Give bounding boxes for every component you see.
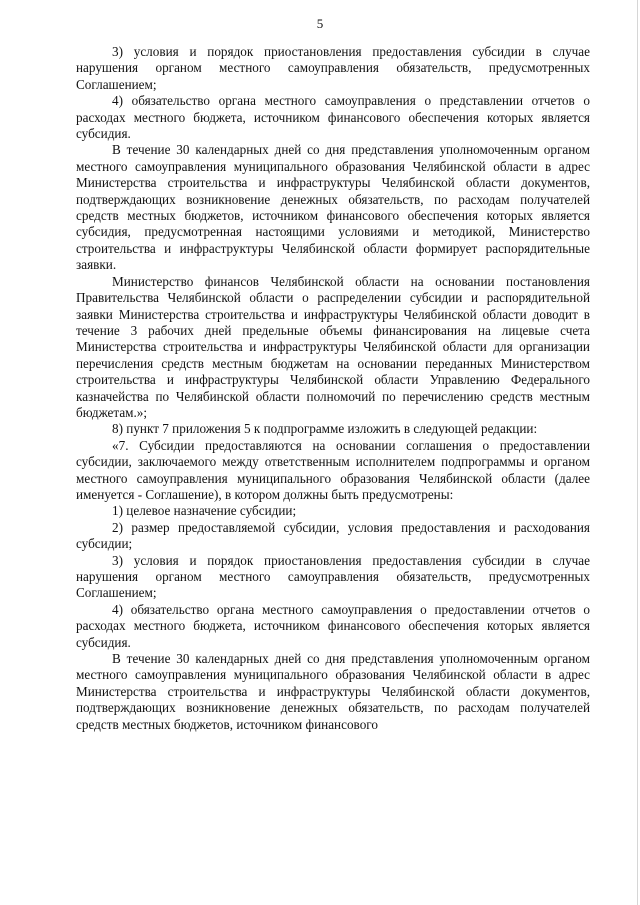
paragraph: 3) условия и порядок приостановления предоставления субсидии в случае нарушения органом местного самоуправления обязательств, предусмотренных Соглашением;: [76, 552, 590, 601]
paragraph: «7. Субсидии предоставляются на основании соглашения о предоставлении субсидии, заключаемого между ответственным исполнителем подпрограммы и органом местного самоуправления муниципального образования Челябинской области (далее именуется - Соглашение), в котором должны быть предусмотрены:: [76, 437, 590, 502]
document-body: [76, 44, 590, 733]
paragraph: 3) условия и порядок приостановления предоставления субсидии в случае нарушения органом местного самоуправления обязательств, предусмотренных Соглашением;: [76, 44, 590, 92]
paragraph: Министерство финансов Челябинской области на основании постановления Правительства Челябинской области о распределении субсидии и распорядительной заявки Министерства строительства и инфраструктуры Челябинской области доводит в течение 3 рабочих дней предельные объемы финансирования на лицевые счета Министерства строительства и инфраструктуры Челябинской области для организации перечисления средств местным бюджетам на основании переданных Министерством строительства и инфраструктуры Челябинской области Управлению Федерального казначейства по Челябинской области полномочий по перечислению средств местным бюджетам.»;: [76, 273, 590, 420]
paragraph: В течение 30 календарных дней со дня представления уполномоченным органом местного самоуправления муниципального образования Челябинской области в адрес Министерства строительства и инфраструктуры Челябинской области документов, подтверждающих возникновение денежных обязательств, по расходам получателей средств местных бюджетов, источником финансового: [76, 651, 590, 732]
paragraph: 1) целевое назначение субсидии;: [112, 503, 297, 519]
page-number: 5: [316, 16, 324, 31]
paragraph: 2) размер предоставляемой субсидии, условия предоставления и расходования субсидии;: [76, 519, 590, 552]
paragraph: 8) пункт 7 приложения 5 к подпрограмме изложить в следующей редакции:: [112, 421, 538, 437]
paragraph: В течение 30 календарных дней со дня представления уполномоченным органом местного самоуправления муниципального образования Челябинской области в адрес Министерства строительства и инфраструктуры Челябинской области документов, подтверждающих возникновение денежных обязательств, по расходам получателей средств местных бюджетов, источником финансового обеспечения которых является субсидия, предусмотренная настоящими условиями и методикой, Министерство строительства и инфраструктуры Челябинской области формирует распорядительные заявки.: [76, 142, 590, 273]
scan-edge-line: [637, 0, 638, 905]
paragraph: 4) обязательство органа местного самоуправления о предоставлении отчетов о расходах местного бюджета, источником финансового обеспечения которых является субсидия.: [76, 601, 590, 650]
paragraph: 4) обязательство органа местного самоуправления о представлении отчетов о расходах местного бюджета, источником финансового обеспечения которых является субсидия.: [76, 93, 590, 142]
